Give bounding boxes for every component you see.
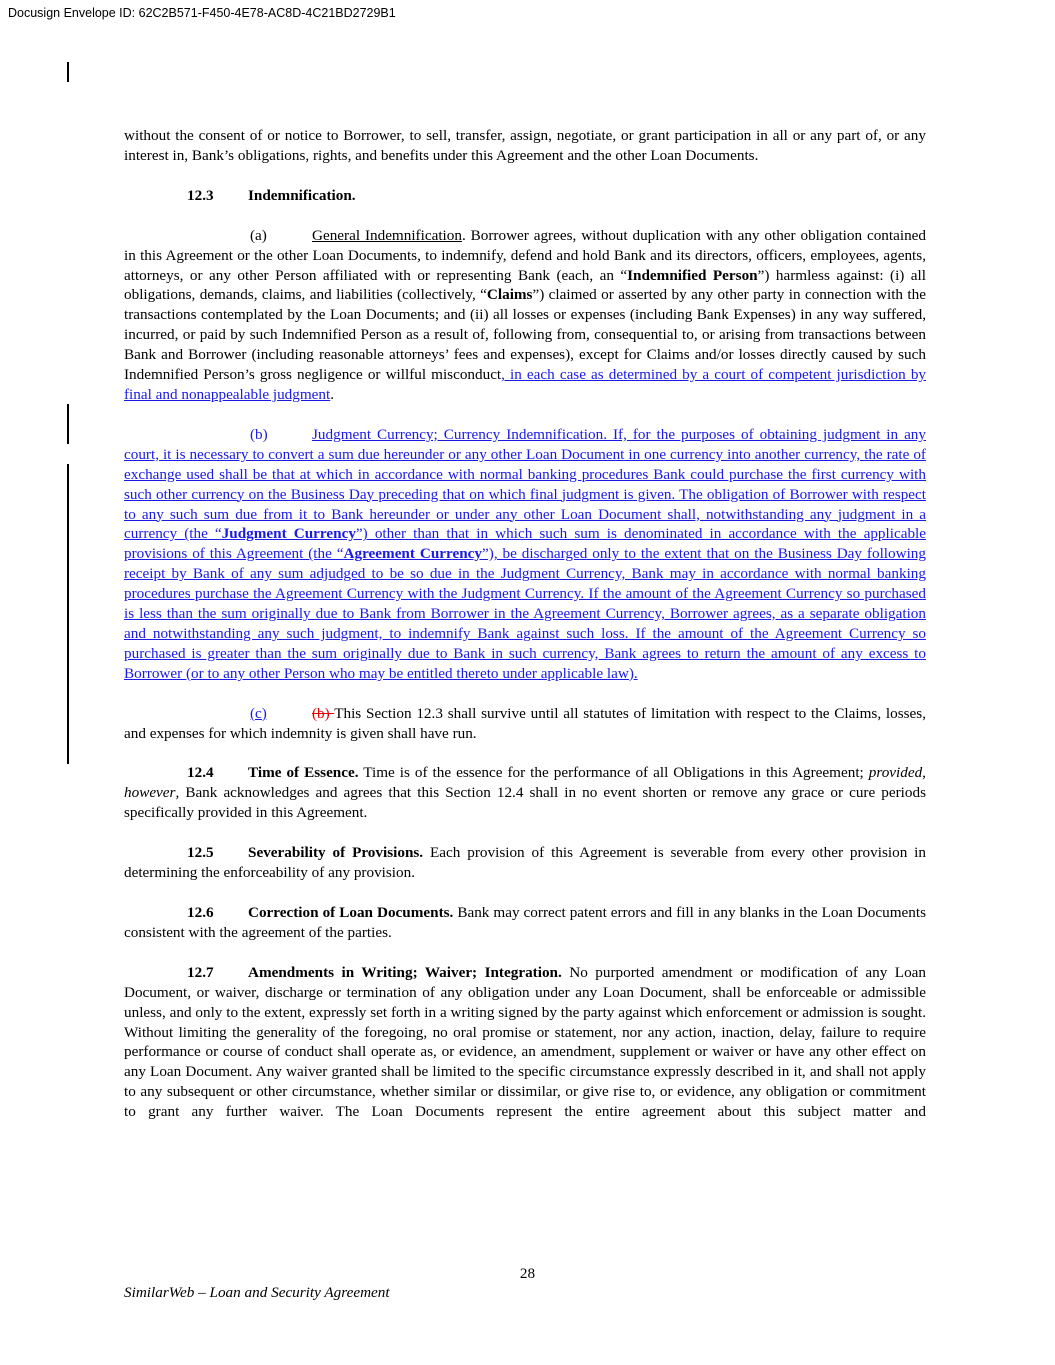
change-bar-top: [67, 62, 69, 82]
section-12-5: [124, 843, 926, 883]
subsection-heading: General Indemnification: [312, 226, 462, 244]
section-number: 12.6: [187, 904, 214, 921]
text-run: . Borrower agrees, without duplication with any other obligation contained in this Agreement or the other Loan Documents, to indemnify, defend and hold Bank and its directors, officers, employees, agents, attorneys, or any other Person affiliated with or representing Bank (each, an “: [124, 226, 927, 284]
intro-paragraph: without the consent of or notice to Borrower, to sell, transfer, assign, negotiate, or grant participation in all or any part of, or any interest in, Bank’s obligations, rights, and benefits under this Agreement and the other Loan Documents.: [124, 127, 926, 164]
defined-term: Indemnified Person: [627, 266, 758, 284]
section-title: Correction of Loan Documents.: [248, 904, 454, 921]
text-run: , Bank acknowledges and agrees that this Section 12.4 shall in no event shorten or remove any grace or cure periods specifically provided in this Agreement.: [124, 784, 926, 822]
section-12-3-c: [124, 704, 926, 744]
page-number: 28: [519, 1265, 536, 1282]
section-number: 12.7: [187, 963, 214, 981]
section-12-4: [124, 763, 926, 823]
defined-term: Agreement Currency: [343, 545, 483, 563]
text-run: ”) other than that in which such sum is denominated in accordance with the applicable provisions of this Agreement (the “: [124, 525, 926, 563]
text-run: If, for the purposes of obtaining judgment in any court, it is necessary to convert a sum due hereunder or any other Loan Document in one currency into another currency, the rate of exchange used shall be that at which in accordance with normal banking procedures Bank could purchase the first currency with such other currency on the Business Day preceding that on which final judgment is given. The obligation of Borrower with respect to any such sum due from it to Bank hereunder or under any other Loan Document shall, notwithstanding any judgment in a currency (the “: [124, 425, 926, 543]
document-body: [124, 126, 926, 1142]
docusign-envelope-id: Docusign Envelope ID: 62C2B571-F450-4E78-AC8D-4C21BD2729B1: [8, 6, 396, 20]
text-run: Bank may correct patent errors and fill in any blanks in the Loan Documents consistent with the agreement of the parties.: [124, 904, 927, 941]
section-12-6: [124, 903, 926, 943]
section-12-7: [124, 963, 926, 1122]
change-bar-section-a: [67, 404, 69, 444]
text-run: ”) claimed or asserted by any other party in connection with the transactions contemplated by the Loan Documents; and (ii) all losses or expenses (including Bank Expenses) in any way suffered, incurred, or paid by such Indemnified Person as a result of, following from, consequential to, or arising from transactions between Bank and Borrower (including reasonable attorneys’ fees and expenses), except for Claims and/or losses directly caused by such Indemnified Person’s gross negligence or willful misconduct: [124, 286, 926, 384]
subsection-label: (c): [250, 704, 267, 722]
section-title: Severability of Provisions.: [248, 844, 424, 862]
text-run: ”), be discharged only to the extent that on the Business Day following receipt by Bank of any sum adjudged to be so due in the Judgment Currency, Bank may in accordance with normal banking procedures purchase the Agreement Currency with the Judgment Currency. If the amount of the Agreement Currency so purchased is less than the sum originally due to Bank from Borrower in the Agreement Currency, Borrower agrees, as a separate obligation and notwithstanding any such judgment, to indemnify Bank against such loss. If the amount of the Agreement Currency so purchased is greater than the sum originally due to Bank in such currency, Bank agrees to return the amount of any excess to Borrower (or to any other Person who may be entitled thereto under applicable law).: [124, 545, 926, 682]
section-number: 12.4: [187, 764, 214, 782]
text-run: ”) harmless against: (i) all obligations, demands, claims, and liabilities (collectively, “: [124, 266, 926, 304]
deleted-text: (b): [312, 704, 335, 722]
section-title: Indemnification.: [248, 186, 356, 204]
defined-term: Claims: [486, 286, 533, 304]
text-run: Time is of the essence for the performance of all Obligations in this Agreement;: [358, 764, 869, 782]
subsection-label: (a): [250, 226, 267, 244]
text-run: Each provision of this Agreement is severable from every other provision in determining the enforceability of any provision.: [124, 844, 926, 882]
text-run: .: [330, 385, 335, 403]
subsection-heading: Judgment Currency; Currency Indemnification.: [312, 425, 607, 443]
change-bar-section-b: [67, 464, 69, 764]
section-number: 12.3: [187, 186, 214, 204]
inserted-text: , in each case as determined by a court of competent jurisdiction by final and nonappealable judgment: [124, 366, 927, 403]
text-run: This Section 12.3 shall survive until all statutes of limitation with respect to the Claims, losses, and expenses for which indemnity is given shall have run.: [124, 704, 926, 742]
section-title: Amendments in Writing; Waiver; Integration.: [248, 963, 562, 981]
defined-term: Judgment Currency: [221, 525, 356, 543]
section-number: 12.5: [187, 844, 214, 862]
document-footer: SimilarWeb – Loan and Security Agreement: [124, 1284, 390, 1301]
subsection-label: (b): [250, 425, 268, 443]
section-12-3-a: [124, 226, 926, 405]
section-title: Time of Essence.: [248, 764, 359, 782]
italic-text: provided, however: [124, 764, 926, 802]
section-12-3-b-inserted: [124, 425, 926, 684]
section-12-3-heading: [124, 186, 926, 206]
text-run: No purported amendment or modification of any Loan Document, or waiver, discharge or termination of any obligation under any Loan Document, shall be enforceable or admissible unless, and only to the extent, expressly set forth in a writing signed by the party against which enforcement or admission is sought. Without limiting the generality of the foregoing, no oral promise or statement, nor any action, inaction, delay, failure to require performance or course of conduct shall operate as, or evidence, an amendment, supplement or waiver or have any other effect on any Loan Document. Any waiver granted shall be limited to the specific circumstance expressly described in it, and shall not apply to any subsequent or other circumstance, whether similar or dissimilar, or give rise to, or evidence, any obligation or commitment to grant any further waiver. The Loan Documents represent the entire agreement about this subject matter and: [124, 963, 926, 1121]
